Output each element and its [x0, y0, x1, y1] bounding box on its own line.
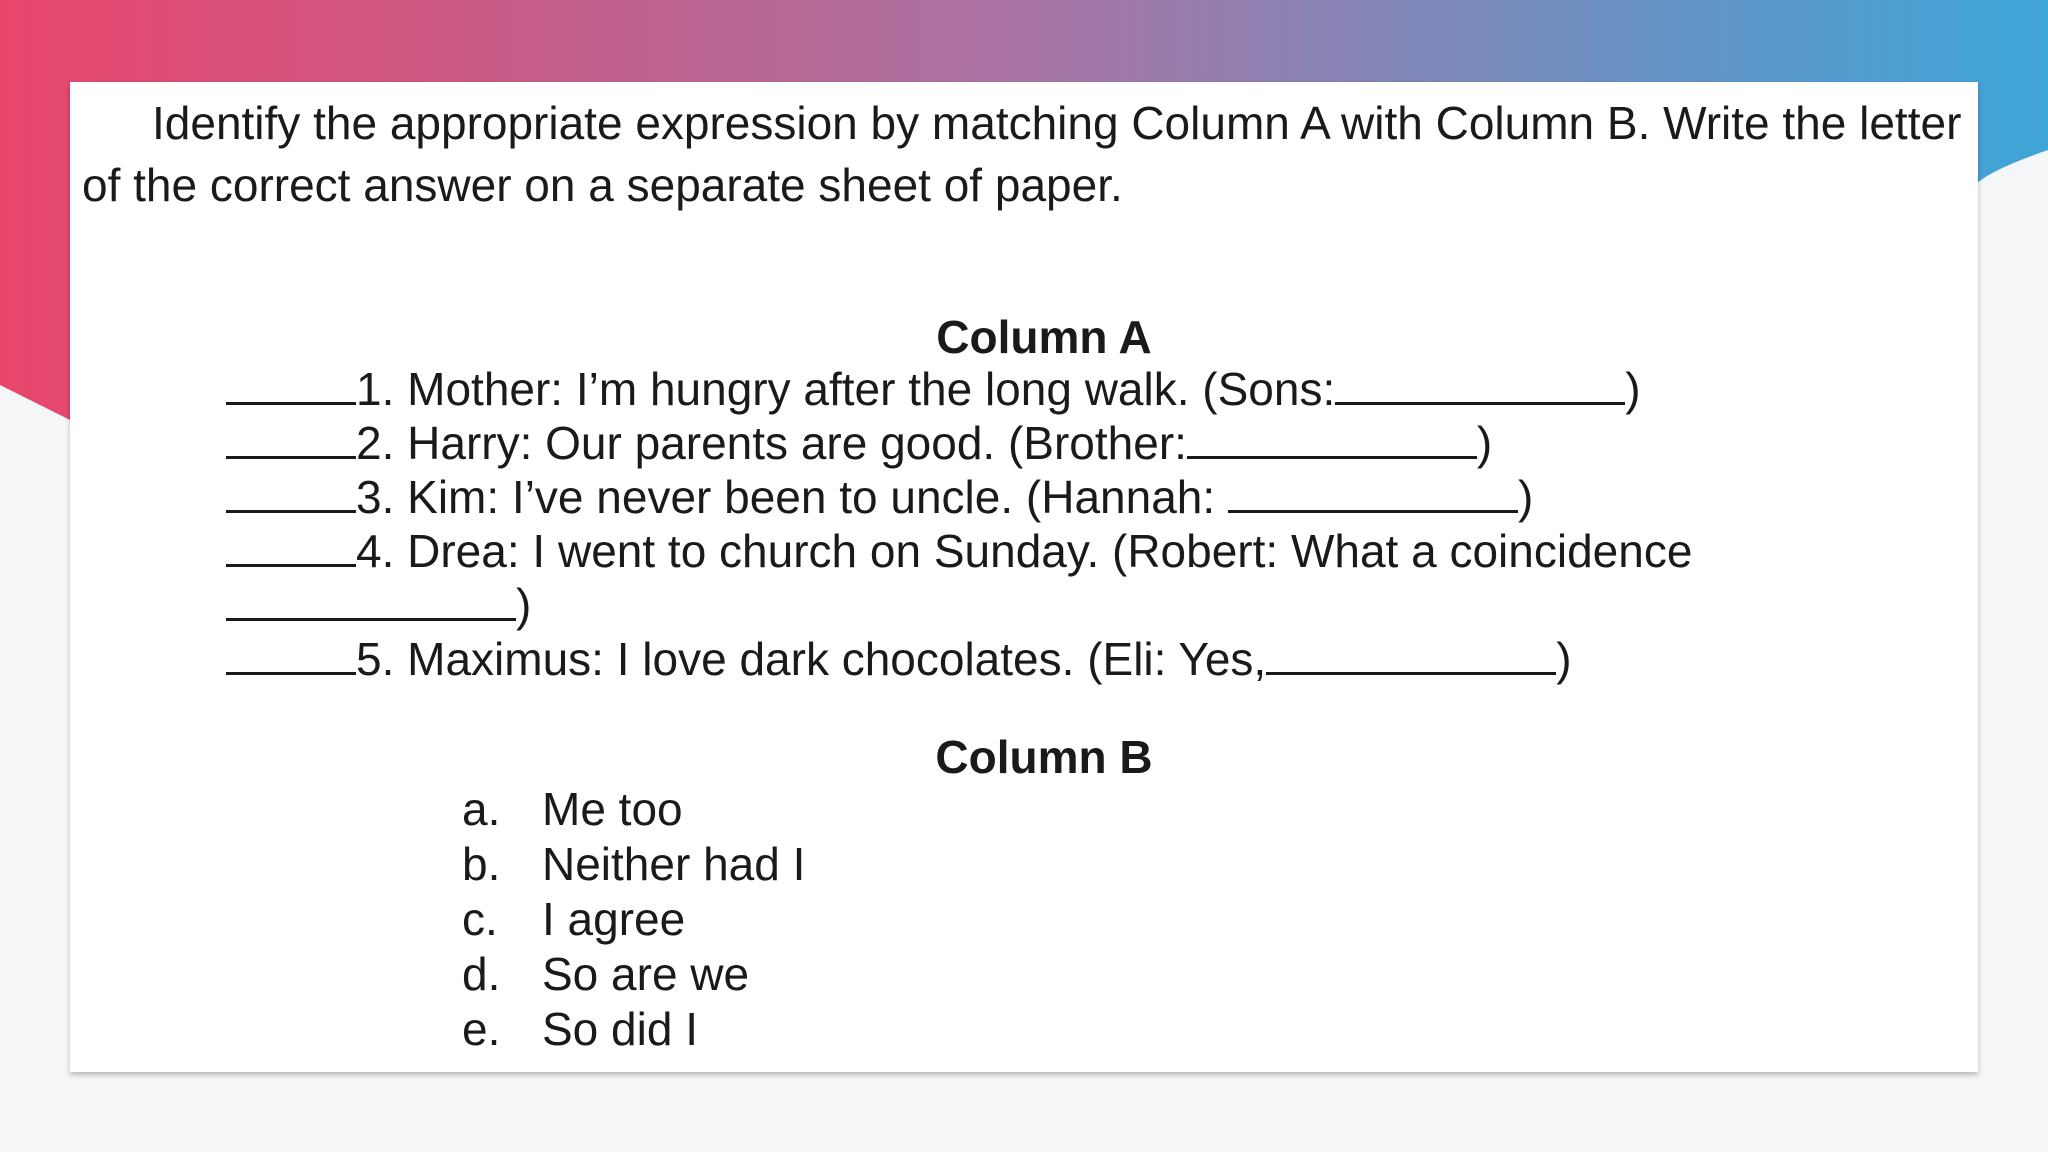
column-b-item	[462, 837, 805, 892]
column-a-item	[226, 362, 1926, 416]
column-a-list	[226, 362, 1926, 686]
item-text: 2. Harry: Our parents are good. (Brother:	[356, 417, 1187, 469]
column-a-item	[226, 416, 1926, 470]
column-b-item	[462, 892, 805, 947]
expression-blank[interactable]	[226, 578, 516, 621]
expression-blank[interactable]	[1266, 632, 1556, 675]
item-suffix: )	[516, 579, 532, 631]
option-letter: d.	[462, 948, 501, 1000]
answer-blank[interactable]	[226, 632, 356, 675]
column-b-item	[462, 947, 805, 1002]
item-suffix: )	[1476, 417, 1493, 469]
column-b-heading: Column B	[935, 731, 1153, 783]
column-b-item	[462, 1002, 805, 1057]
expression-blank[interactable]	[1228, 470, 1518, 513]
option-letter: e.	[462, 1003, 501, 1055]
column-a-heading: Column A	[936, 311, 1152, 363]
instructions-text: Identify the appropriate expression by matching Column A with Column B. Write the letter of the correct answer on a separate sheet of paper.	[82, 97, 1962, 211]
item-text: 3. Kim: I’ve never been to uncle. (Hannah:	[356, 471, 1228, 523]
option-letter: c.	[462, 893, 498, 945]
item-suffix: )	[1517, 471, 1534, 523]
item-text: 4. Drea: I went to church on Sunday. (Robert: What a coincidence	[356, 525, 1693, 577]
column-a-item	[226, 524, 1926, 578]
option-text: Neither had I	[542, 838, 806, 890]
expression-blank[interactable]	[1335, 362, 1625, 405]
column-b-item	[462, 782, 805, 837]
column-a-item	[226, 470, 1926, 524]
answer-blank[interactable]	[226, 524, 356, 567]
option-text: Me too	[542, 783, 683, 835]
answer-blank[interactable]	[226, 470, 356, 513]
column-a-item-continuation	[226, 578, 1926, 632]
item-suffix: )	[1625, 363, 1641, 415]
answer-blank[interactable]	[226, 362, 356, 405]
column-b-list	[462, 782, 805, 1057]
option-text: So are we	[542, 948, 750, 1000]
expression-blank[interactable]	[1187, 416, 1477, 459]
column-a-item	[226, 632, 1926, 686]
option-text: So did I	[542, 1003, 698, 1055]
option-letter: a.	[462, 783, 501, 835]
worksheet-card	[70, 82, 1978, 1072]
answer-blank[interactable]	[226, 416, 356, 459]
item-suffix: )	[1556, 633, 1572, 685]
option-text: I agree	[542, 893, 686, 945]
item-text: 1. Mother: I’m hungry after the long walk. (Sons:	[356, 363, 1336, 415]
item-text: 5. Maximus: I love dark chocolates. (Eli: Yes,	[356, 633, 1267, 685]
option-letter: b.	[462, 838, 501, 890]
